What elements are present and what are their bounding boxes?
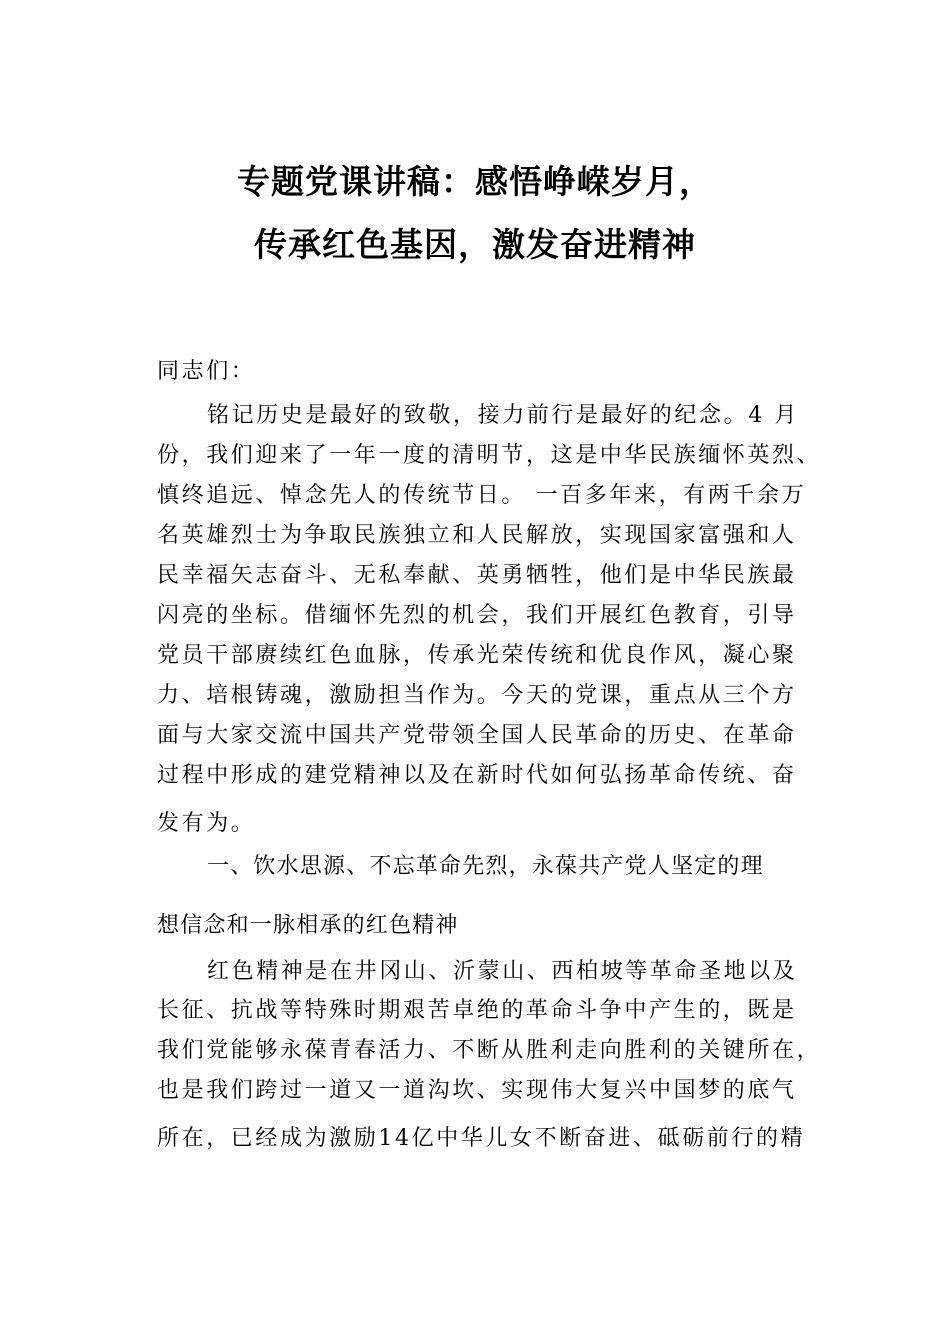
paragraph-1-line: 慎终追远、悼念先人的传统节日。 一百多年来，有两千余万	[157, 483, 807, 508]
paragraph-2-line: 我们党能够永葆青春活力、不断从胜利走向胜利的关键所在，	[157, 1038, 822, 1063]
salutation: 同志们：	[157, 359, 256, 384]
paragraph-1-line: 民幸福矢志奋斗、无私奉献、英勇牺牲，他们是中华民族最	[157, 563, 797, 588]
paragraph-1-line: 过程中形成的建党精神以及在新时代如何弘扬革命传统、奋	[157, 763, 797, 788]
paragraph-2-line: 红色精神是在井冈山、沂蒙山、西柏坡等革命圣地以及	[207, 959, 798, 984]
paragraph-1-line: 铭记历史是最好的致敬，接力前行是最好的纪念。4 月	[207, 403, 799, 428]
document-title-line-2: 传承红色基因，激发奋进精神	[254, 225, 696, 264]
paragraph-1-line: 发有为。	[157, 811, 256, 836]
paragraph-1-line: 份，我们迎来了一年一度的清明节，这是中华民族缅怀英烈、	[157, 443, 822, 468]
paragraph-1-line: 面与大家交流中国共产党带领全国人民革命的历史、在革命	[157, 723, 797, 748]
paragraph-2-line: 所在，已经成为激励14亿中华儿女不断奋进、砥砺前行的精	[157, 1126, 806, 1151]
paragraph-1-line: 闪亮的坐标。借缅怀先烈的机会，我们开展红色教育，引导	[157, 603, 797, 628]
paragraph-1-line: 力、培根铸魂，激励担当作为。今天的党课，重点从三个方	[157, 683, 797, 708]
section-heading-1-line-1: 一、饮水思源、不忘革命先烈，永葆共产党人坚定的理	[207, 854, 764, 879]
paragraph-2-line: 也是我们跨过一道又一道沟坎、实现伟大复兴中国梦的底气	[157, 1078, 797, 1103]
paragraph-1-line: 党员干部赓续红色血脉，传承光荣传统和优良作风，凝心聚	[157, 643, 797, 668]
paragraph-2-line: 长征、抗战等特殊时期艰苦卓绝的革命斗争中产生的，既是	[157, 998, 797, 1023]
section-heading-1-line-2: 想信念和一脉相承的红色精神	[157, 913, 459, 938]
paragraph-1-line: 名英雄烈士为争取民族独立和人民解放，实现国家富强和人	[157, 523, 797, 548]
document-title-line-1: 专题党课讲稿：感悟峥嵘岁月，	[237, 162, 713, 201]
